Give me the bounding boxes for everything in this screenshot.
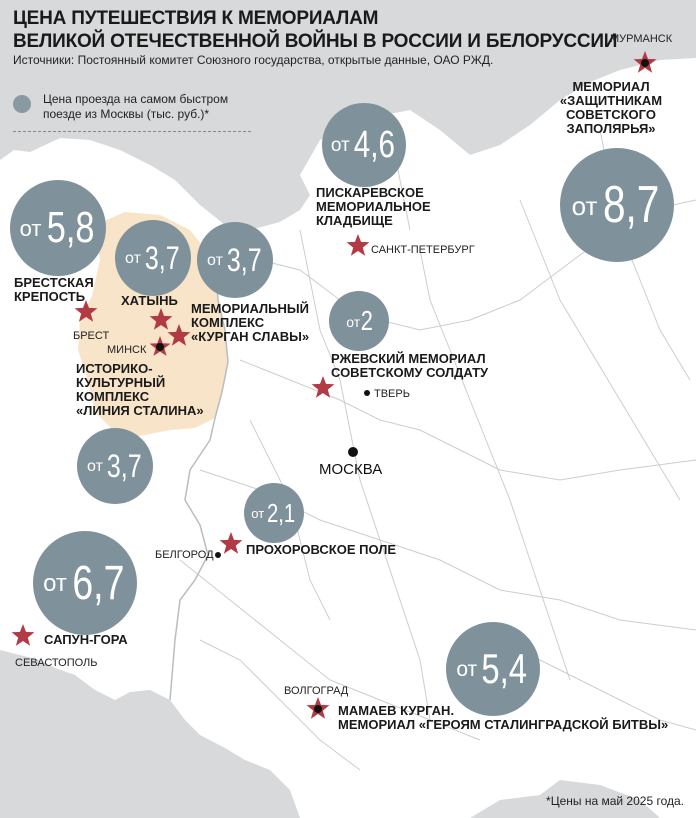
legend bbox=[13, 89, 251, 135]
price-value: 2,1 bbox=[267, 497, 296, 528]
city-dot-moscow bbox=[348, 447, 358, 457]
legend-line-1: Цена проезда на самом быстром bbox=[43, 92, 229, 106]
price-bubble-kurgan bbox=[197, 222, 273, 298]
price-bubble-piskarevskoe bbox=[322, 103, 406, 187]
title-line-2: ВЕЛИКОЙ ОТЕЧЕСТВЕННОЙ ВОЙНЫ В РОССИИ И БЕЛОРУССИИ bbox=[13, 31, 618, 52]
legend-line-2: поезде из Москвы (тыс. руб.)* bbox=[43, 107, 210, 121]
memorial-label-rzhev bbox=[331, 352, 488, 380]
city-label-brest: БРЕСТ bbox=[73, 330, 110, 342]
label-line: МЕМОРИАЛЬНОЕ bbox=[316, 199, 431, 214]
price-prefix: от bbox=[456, 658, 478, 682]
price-value: 3,7 bbox=[144, 239, 180, 276]
label-line: «ЗАЩИТНИКАМ bbox=[559, 93, 663, 108]
city-label-sevastopol: СЕВАСТОПОЛЬ bbox=[15, 657, 98, 669]
price-value: 6,7 bbox=[72, 556, 125, 610]
price-value: 5,4 bbox=[481, 645, 528, 692]
memorial-label-mamaev bbox=[338, 704, 668, 732]
memorial-label-piskarevskoe bbox=[316, 186, 431, 228]
memorial-label-prokhorovka bbox=[246, 543, 396, 557]
label-line: СОВЕТСКОГО bbox=[566, 107, 656, 122]
price-value: 3,7 bbox=[226, 241, 262, 278]
price-bubble-brest bbox=[10, 180, 106, 276]
footnote: *Цены на май 2025 года. bbox=[546, 794, 684, 808]
city-dot-tver bbox=[364, 390, 370, 396]
city-label-murmansk: МУРМАНСК bbox=[610, 33, 673, 45]
label-line: ЗАПОЛЯРЬЯ» bbox=[566, 121, 656, 136]
price-prefix: от bbox=[87, 457, 103, 475]
label-line: КРЕПОСТЬ bbox=[14, 289, 86, 304]
price-value: 5,8 bbox=[46, 203, 95, 252]
price-value: 3,7 bbox=[106, 447, 142, 484]
price-prefix: от bbox=[207, 251, 223, 269]
legend-bubble-icon bbox=[13, 95, 31, 113]
city-dot-belgorod bbox=[215, 552, 221, 558]
label-line: КУЛЬТУРНЫЙ bbox=[76, 375, 166, 390]
price-bubble-stalin-line bbox=[77, 428, 153, 504]
label-line: МАМАЕВ КУРГАН. bbox=[338, 703, 455, 718]
price-value: 8,7 bbox=[603, 176, 660, 234]
price-prefix: от bbox=[125, 249, 141, 267]
city-label-volgograd: ВОЛГОГРАД bbox=[284, 685, 349, 697]
label-line: МЕМОРИАЛ «ГЕРОЯМ СТАЛИНГРАДСКОЙ БИТВЫ» bbox=[338, 717, 669, 732]
city-label-spb: САНКТ-ПЕТЕРБУРГ bbox=[371, 244, 475, 256]
price-prefix: от bbox=[346, 313, 361, 330]
label-line: СОВЕТСКОМУ СОЛДАТУ bbox=[331, 365, 489, 380]
price-prefix: от bbox=[19, 216, 42, 242]
label-line: МЕМОРИАЛЬНЫЙ bbox=[191, 301, 309, 316]
legend-text bbox=[43, 92, 253, 122]
memorial-label-brest bbox=[14, 276, 94, 304]
price-bubble-sapun bbox=[33, 531, 137, 635]
price-prefix: от bbox=[251, 506, 265, 522]
price-bubble-prokhorovka bbox=[244, 483, 304, 543]
label-line: КОМПЛЕКС bbox=[191, 315, 265, 330]
city-label-belgorod: БЕЛГОРОД bbox=[155, 549, 214, 561]
memorial-label-stalin-line bbox=[76, 362, 204, 418]
memorial-label-kurgan bbox=[191, 302, 309, 344]
price-bubble-murmansk bbox=[560, 148, 674, 262]
price-bubble-khatyn bbox=[115, 220, 191, 296]
legend-divider bbox=[13, 131, 251, 132]
city-dot-icon bbox=[641, 59, 649, 67]
city-dot-icon bbox=[314, 705, 322, 713]
label-line: ПРОХОРОВСКОЕ ПОЛЕ bbox=[246, 542, 397, 557]
title-line-1: ЦЕНА ПУТЕШЕСТВИЯ К МЕМОРИАЛАМ bbox=[13, 8, 379, 29]
label-line: ПИСКАРЕВСКОЕ bbox=[316, 185, 424, 200]
label-line: ИСТОРИКО- bbox=[76, 361, 153, 376]
label-line: РЖЕВСКИЙ МЕМОРИАЛ bbox=[331, 351, 486, 366]
label-line: БРЕСТСКАЯ bbox=[14, 275, 94, 290]
price-bubble-mamaev bbox=[446, 622, 540, 716]
label-line: «КУРГАН СЛАВЫ» bbox=[191, 329, 310, 344]
memorial-label-sapun bbox=[44, 633, 128, 647]
memorial-label-khatyn bbox=[121, 294, 178, 308]
label-line: «ЛИНИЯ СТАЛИНА» bbox=[76, 403, 204, 418]
price-prefix: от bbox=[330, 135, 350, 157]
city-label-minsk: МИНСК bbox=[107, 344, 147, 356]
price-value: 4,6 bbox=[353, 123, 396, 166]
label-line: МЕМОРИАЛ bbox=[572, 79, 650, 94]
price-prefix: от bbox=[43, 570, 67, 598]
label-line: КОМПЛЕКС bbox=[76, 389, 150, 404]
city-label-tver: ТВЕРЬ bbox=[374, 388, 410, 400]
label-line: САПУН-ГОРА bbox=[44, 632, 128, 647]
price-bubble-rzhev bbox=[329, 291, 389, 351]
page-title bbox=[13, 7, 617, 53]
city-label-moscow: МОСКВА bbox=[319, 461, 383, 478]
label-line: ХАТЫНЬ bbox=[121, 293, 178, 308]
price-prefix: от bbox=[571, 191, 598, 222]
city-dot-icon bbox=[156, 343, 164, 351]
label-line: КЛАДБИЩЕ bbox=[316, 213, 393, 228]
sources-note: Источники: Постоянный комитет Союзного государства, открытые данные, ОАО РЖД. bbox=[13, 53, 494, 67]
price-value: 2 bbox=[360, 305, 373, 336]
memorial-label-murmansk bbox=[557, 80, 665, 136]
